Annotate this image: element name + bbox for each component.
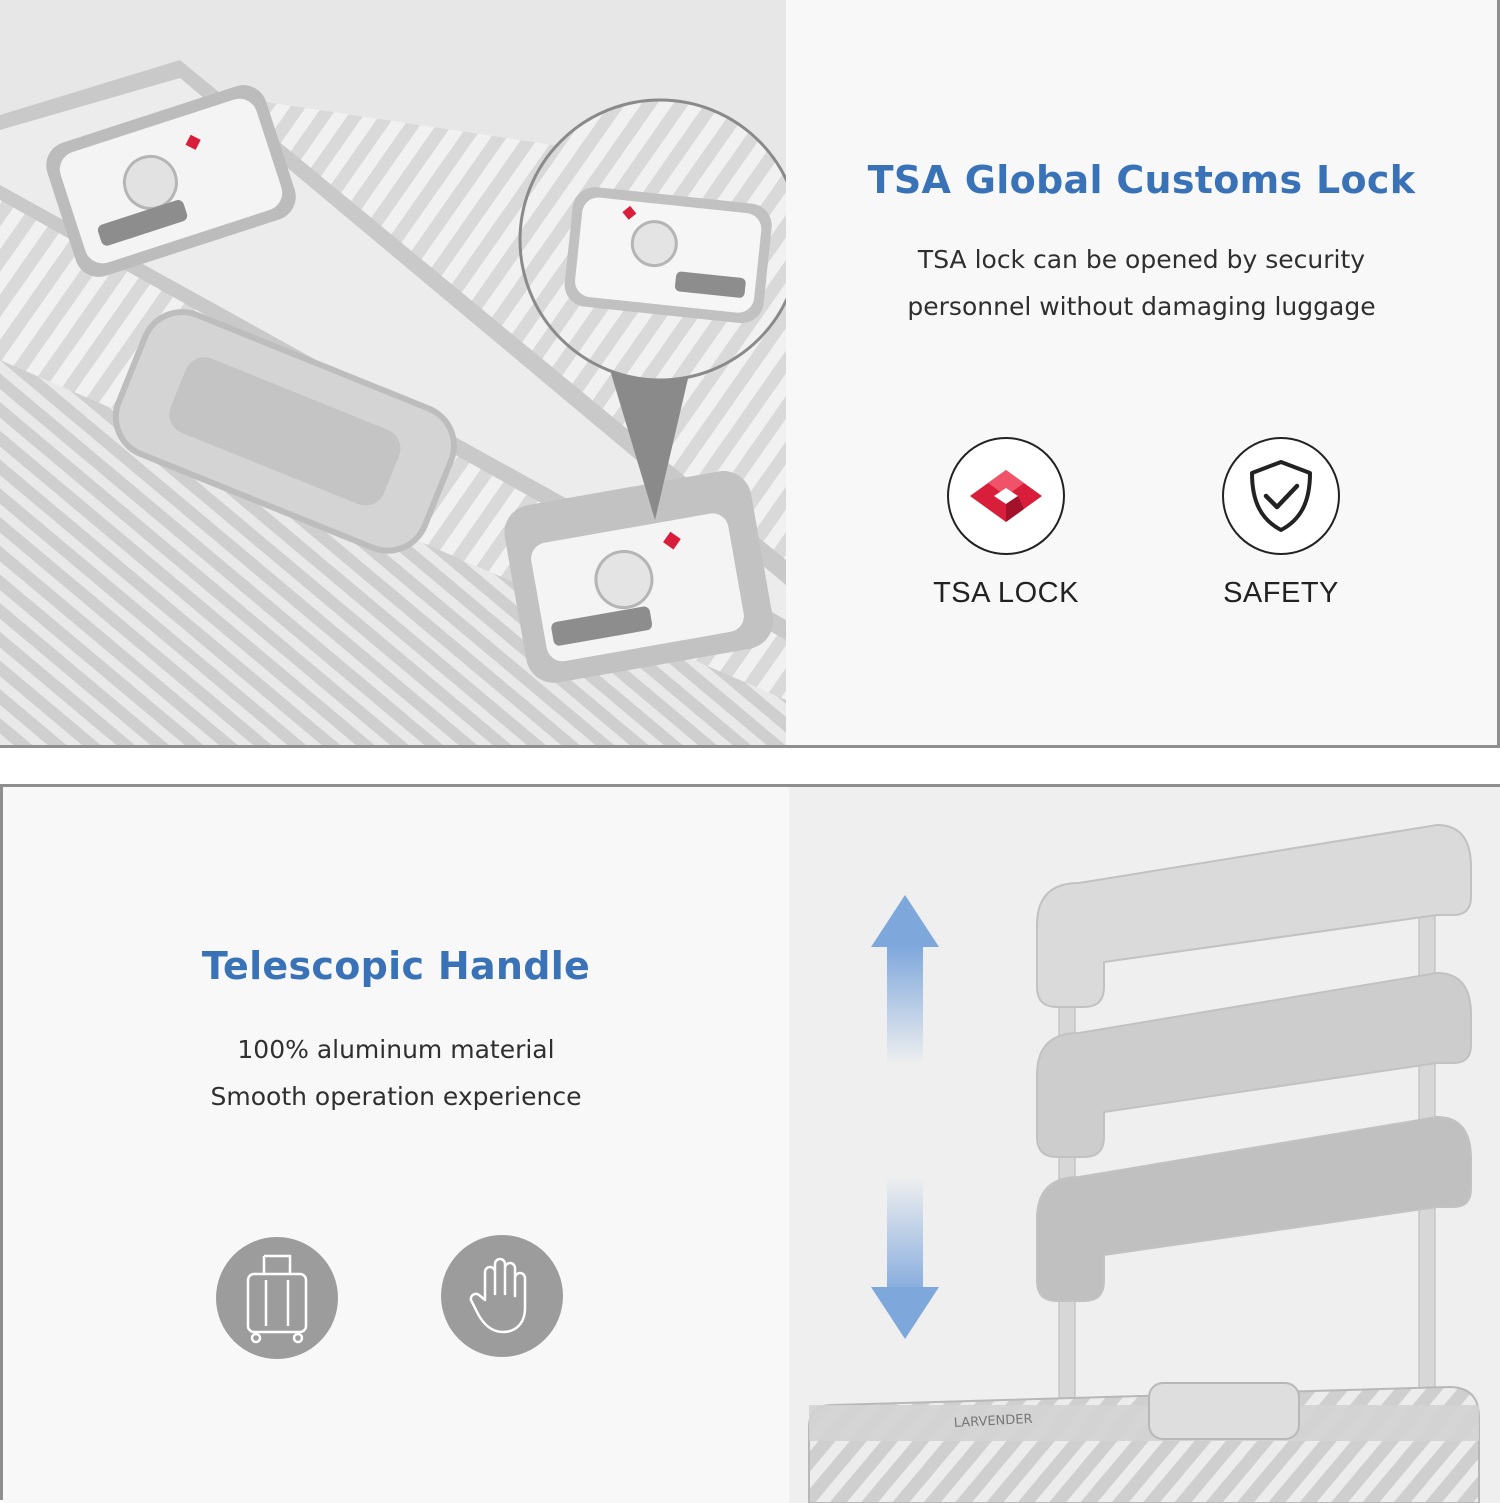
feature-tsa-lock (906, 437, 1106, 610)
luggage-icon (216, 1237, 338, 1359)
tsa-title: TSA Global Customs Lock (867, 158, 1416, 202)
tsa-lock-label: TSA LOCK (933, 577, 1079, 609)
telescopic-handle-panel (0, 784, 1500, 1500)
tsa-description-line-1: TSA lock can be opened by security (917, 245, 1366, 274)
suitcase-lock-illustration (0, 0, 786, 745)
handle-title: Telescopic Handle (201, 944, 591, 988)
hand-icon (441, 1235, 563, 1357)
handle-description (3, 1026, 789, 1120)
tsa-diamond-icon (947, 437, 1065, 555)
handle-description-line-2: Smooth operation experience (210, 1082, 582, 1111)
tsa-text-area (786, 0, 1497, 745)
telescopic-handle-photo (789, 787, 1500, 1503)
safety-label: SAFETY (1223, 577, 1339, 609)
telescopic-handle-illustration (789, 787, 1500, 1503)
handle-description-line-1: 100% aluminum material (237, 1035, 555, 1064)
feature-safety (1181, 437, 1381, 610)
tsa-description-line-2: personnel without damaging luggage (907, 292, 1376, 321)
suitcase-lock-photo (0, 0, 786, 745)
shield-check-icon (1222, 437, 1340, 555)
handle-text-area (3, 787, 789, 1503)
tsa-description (786, 236, 1497, 330)
tsa-lock-panel (0, 0, 1500, 748)
brand-text: LARVENDER (953, 1411, 1033, 1431)
